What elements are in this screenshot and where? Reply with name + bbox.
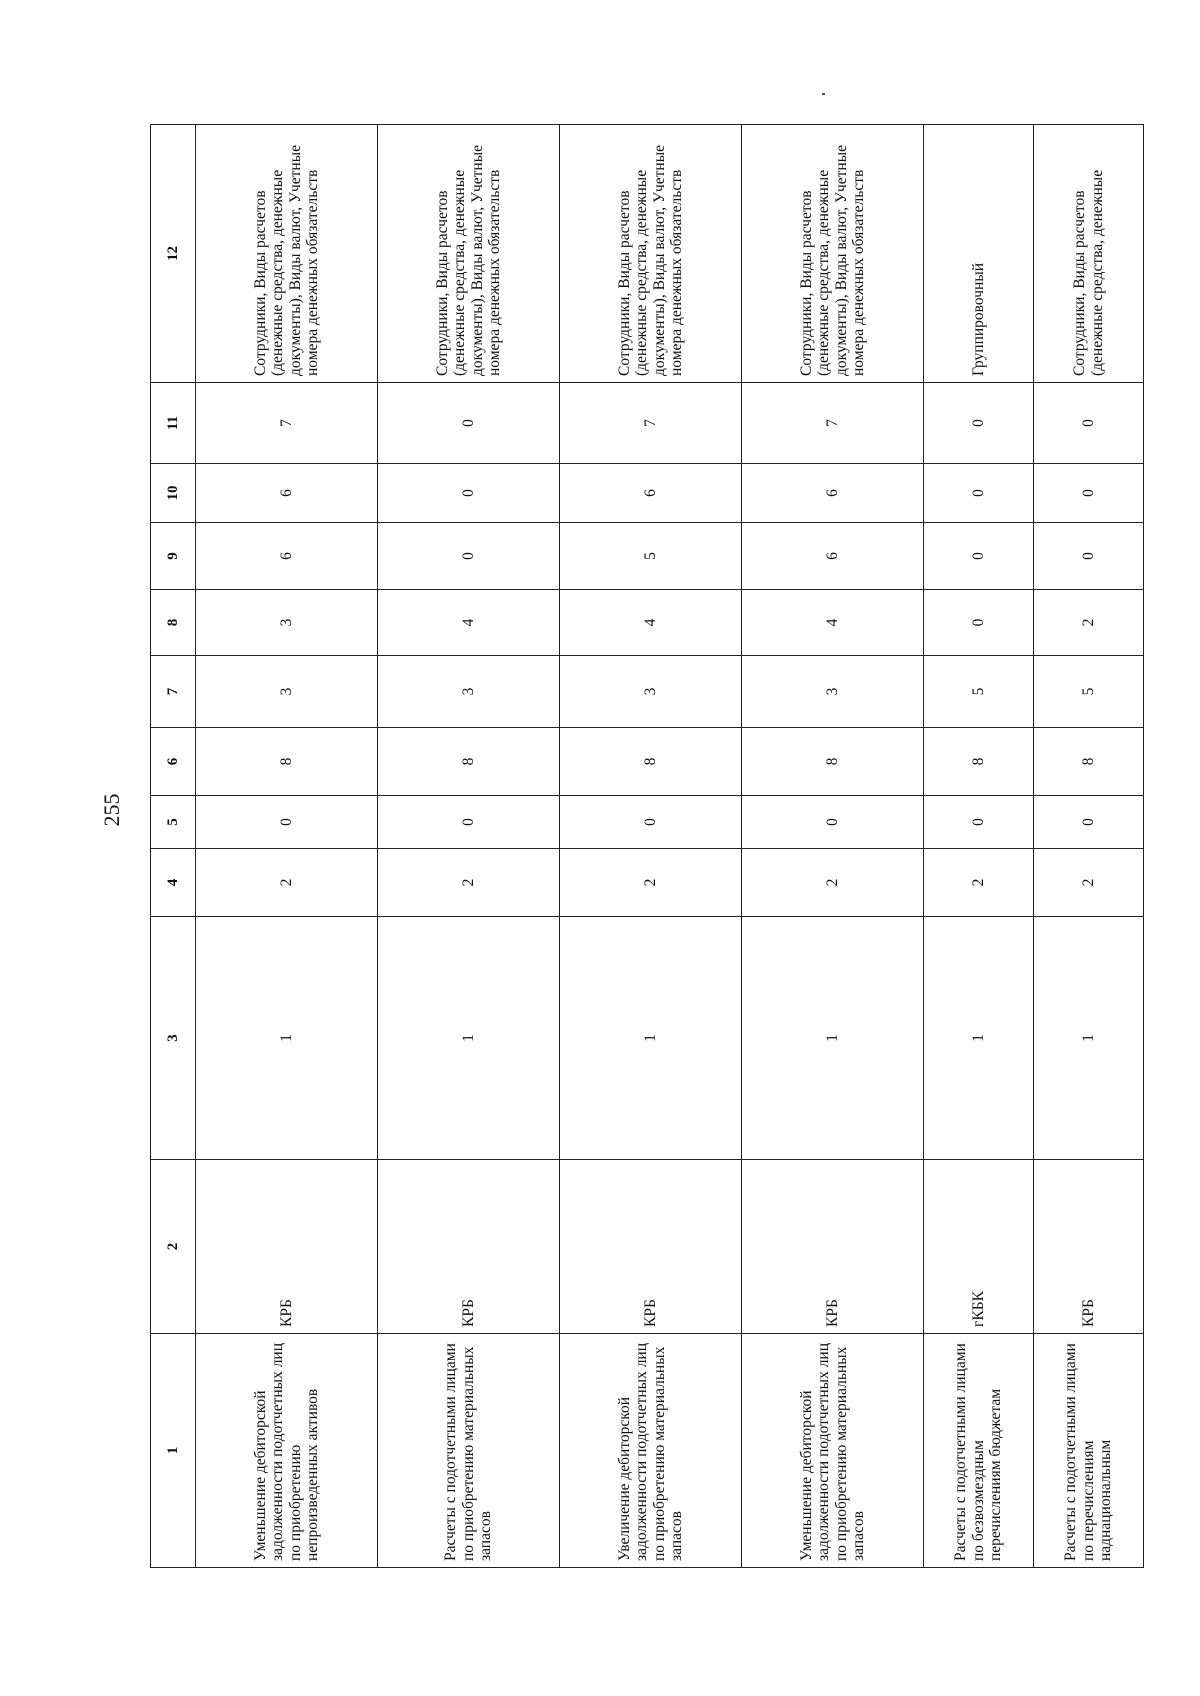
- analytics-cell: Сотрудники, Виды расчетов (денежные средства, денежные: [1034, 125, 1144, 383]
- cell-col-8: 4: [742, 590, 924, 656]
- column-header-3: 3: [151, 917, 196, 1160]
- cell-col-3: 1: [378, 917, 560, 1160]
- budget-code: гКБК: [924, 1160, 1034, 1334]
- cell-col-11: 7: [196, 383, 378, 464]
- column-header-7: 7: [151, 656, 196, 728]
- cell-col-5: 0: [742, 796, 924, 849]
- table-row: [560, 125, 742, 1568]
- cell-col-4: 2: [560, 849, 742, 917]
- account-name: Расчеты с подотчетными лицами по безвозмездным перечислениям бюджетам: [924, 1334, 1034, 1568]
- cell-col-6: 8: [196, 728, 378, 796]
- analytics-cell: Сотрудники, Виды расчетов (денежные средства, денежные документы), Виды валют, Учетные номера денежных обязательств: [378, 125, 560, 383]
- cell-col-4: 2: [378, 849, 560, 917]
- cell-col-9: 0: [1034, 523, 1144, 590]
- cell-col-9: 0: [378, 523, 560, 590]
- cell-col-7: 3: [742, 656, 924, 728]
- column-header-4: 4: [151, 849, 196, 917]
- cell-col-5: 0: [924, 796, 1034, 849]
- cell-col-11: 0: [924, 383, 1034, 464]
- cell-col-9: 6: [742, 523, 924, 590]
- column-header-9: 9: [151, 523, 196, 590]
- cell-col-8: 4: [378, 590, 560, 656]
- column-header-5: 5: [151, 796, 196, 849]
- cell-col-6: 8: [924, 728, 1034, 796]
- account-name: Уменьшение дебиторской задолженности подотчетных лиц по приобретению непроизведенных активов: [196, 1334, 378, 1568]
- cell-col-8: 4: [560, 590, 742, 656]
- cell-col-11: 0: [378, 383, 560, 464]
- cell-col-3: 1: [742, 917, 924, 1160]
- cell-col-11: 7: [560, 383, 742, 464]
- cell-col-10: 0: [924, 464, 1034, 523]
- cell-col-8: 3: [196, 590, 378, 656]
- column-header-10: 10: [151, 464, 196, 523]
- cell-col-9: 5: [560, 523, 742, 590]
- table-row: [742, 125, 924, 1568]
- cell-col-6: 8: [742, 728, 924, 796]
- column-header-2: 2: [151, 1160, 196, 1334]
- cell-col-9: 0: [924, 523, 1034, 590]
- analytics-cell: Группировочный: [924, 125, 1034, 383]
- cell-col-5: 0: [560, 796, 742, 849]
- table-row: [378, 125, 560, 1568]
- column-header-8: 8: [151, 590, 196, 656]
- table-row: [196, 125, 378, 1568]
- cell-col-7: 3: [378, 656, 560, 728]
- accounts-table: [150, 124, 1144, 1568]
- cell-col-6: 8: [560, 728, 742, 796]
- account-name: Расчеты с подотчетными лицами по приобретению материальных запасов: [378, 1334, 560, 1568]
- column-header-11: 11: [151, 383, 196, 464]
- analytics-cell: Сотрудники, Виды расчетов (денежные средства, денежные документы), Виды валют, Учетные номера денежных обязательств: [742, 125, 924, 383]
- cell-col-6: 8: [378, 728, 560, 796]
- column-header-1: 1: [151, 1334, 196, 1568]
- cell-col-11: 7: [742, 383, 924, 464]
- analytics-cell: Сотрудники, Виды расчетов (денежные средства, денежные документы), Виды валют, Учетные номера денежных обязательств: [196, 125, 378, 383]
- cell-col-4: 2: [1034, 849, 1144, 917]
- budget-code: КРБ: [196, 1160, 378, 1334]
- cell-col-9: 6: [196, 523, 378, 590]
- account-name: Расчеты с подотчетными лицами по перечислениям наднациональным: [1034, 1334, 1144, 1568]
- column-header-12: 12: [151, 125, 196, 383]
- cell-col-3: 1: [196, 917, 378, 1160]
- table-row: [1034, 125, 1144, 1568]
- scan-speck: [822, 93, 825, 95]
- budget-code: КРБ: [378, 1160, 560, 1334]
- analytics-cell: Сотрудники, Виды расчетов (денежные средства, денежные документы), Виды валют, Учетные номера денежных обязательств: [560, 125, 742, 383]
- cell-col-4: 2: [196, 849, 378, 917]
- cell-col-10: 0: [1034, 464, 1144, 523]
- page-number: 255: [99, 793, 124, 827]
- cell-col-7: 5: [924, 656, 1034, 728]
- cell-col-5: 0: [196, 796, 378, 849]
- header-row: [151, 125, 196, 1568]
- cell-col-5: 0: [378, 796, 560, 849]
- cell-col-4: 2: [924, 849, 1034, 917]
- budget-code: КРБ: [1034, 1160, 1144, 1334]
- budget-code: КРБ: [742, 1160, 924, 1334]
- cell-col-7: 3: [560, 656, 742, 728]
- column-header-6: 6: [151, 728, 196, 796]
- budget-code: КРБ: [560, 1160, 742, 1334]
- cell-col-10: 6: [742, 464, 924, 523]
- cell-col-10: 0: [378, 464, 560, 523]
- account-name: Уменьшение дебиторской задолженности подотчетных лиц по приобретению материальных запасов: [742, 1334, 924, 1568]
- cell-col-3: 1: [560, 917, 742, 1160]
- cell-col-7: 5: [1034, 656, 1144, 728]
- accounts-table-rotated: [150, 125, 1115, 1568]
- table-row: [924, 125, 1034, 1568]
- cell-col-5: 0: [1034, 796, 1144, 849]
- cell-col-3: 1: [1034, 917, 1144, 1160]
- cell-col-6: 8: [1034, 728, 1144, 796]
- cell-col-10: 6: [560, 464, 742, 523]
- account-name: Увеличение дебиторской задолженности подотчетных лиц по приобретению материальных запасов: [560, 1334, 742, 1568]
- cell-col-4: 2: [742, 849, 924, 917]
- cell-col-7: 3: [196, 656, 378, 728]
- cell-col-10: 6: [196, 464, 378, 523]
- cell-col-8: 2: [1034, 590, 1144, 656]
- cell-col-8: 0: [924, 590, 1034, 656]
- cell-col-3: 1: [924, 917, 1034, 1160]
- cell-col-11: 0: [1034, 383, 1144, 464]
